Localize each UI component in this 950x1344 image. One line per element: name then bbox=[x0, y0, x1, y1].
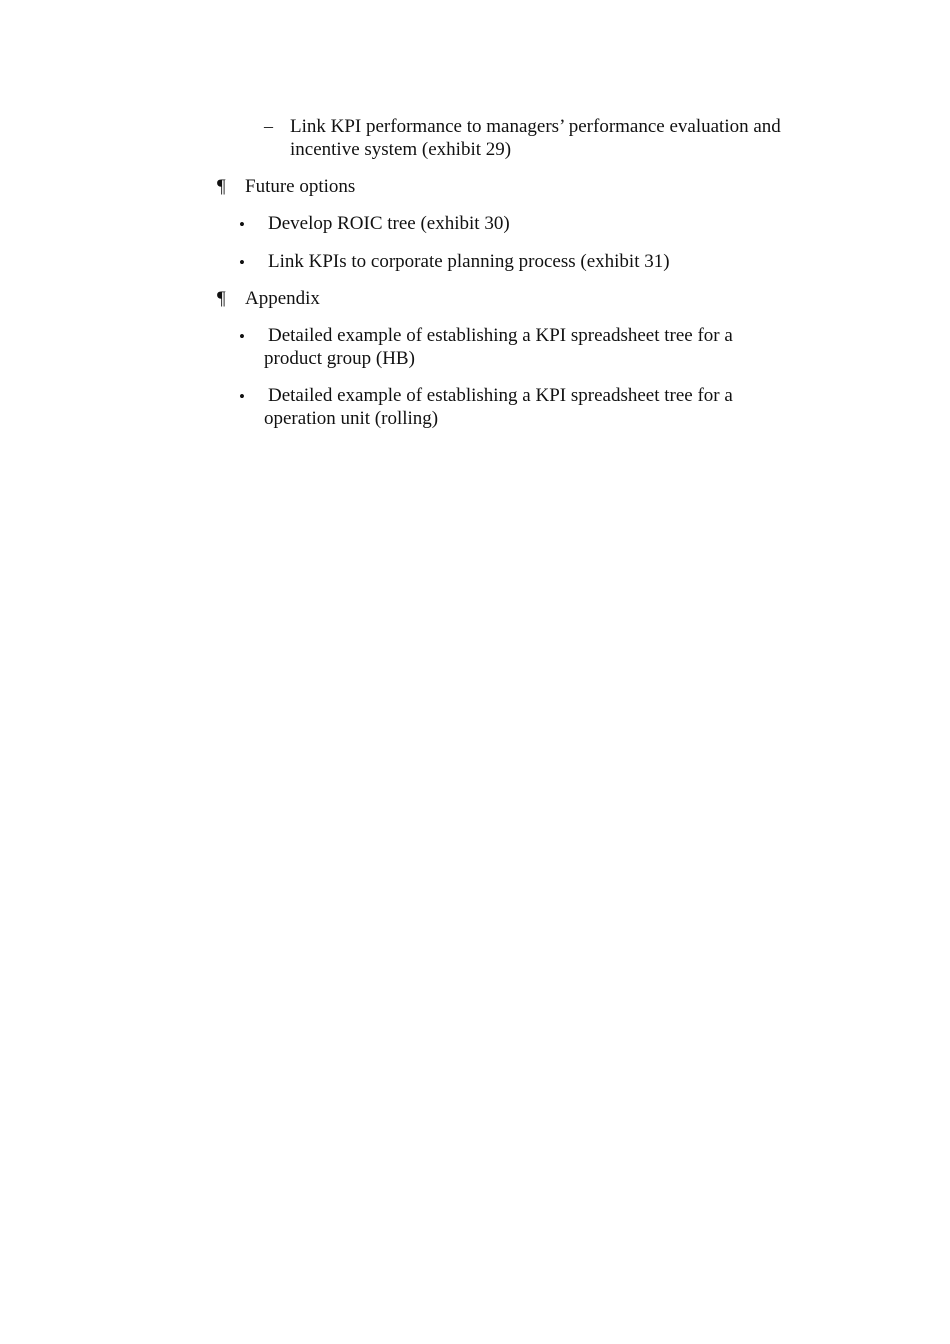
dash-item-text-line-1: Link KPI performance to managers’ performance evaluation and bbox=[290, 116, 781, 137]
bullet-item-text-line-1: Detailed example of establishing a KPI spreadsheet tree for a bbox=[268, 385, 733, 406]
bullet-item-text: Link KPIs to corporate planning process (exhibit 31) bbox=[268, 251, 670, 272]
pilcrow-marker: ¶ bbox=[217, 288, 226, 309]
bullet-item-text-line-2: operation unit (rolling) bbox=[264, 408, 439, 429]
dash-item-text-line-2: incentive system (exhibit 29) bbox=[290, 139, 512, 160]
bullet-marker: • bbox=[239, 327, 245, 346]
bullet-item-text-line-1: Detailed example of establishing a KPI spreadsheet tree for a bbox=[268, 325, 733, 346]
bullet-marker: • bbox=[239, 215, 245, 234]
dash-marker: – bbox=[264, 116, 273, 136]
pilcrow-marker: ¶ bbox=[217, 176, 226, 197]
bullet-item-text: Develop ROIC tree (exhibit 30) bbox=[268, 213, 510, 234]
bullet-item-text-line-2: product group (HB) bbox=[264, 348, 415, 369]
bullet-marker: • bbox=[239, 253, 245, 272]
bullet-marker: • bbox=[239, 387, 245, 406]
section-heading: Future options bbox=[245, 176, 356, 197]
section-heading: Appendix bbox=[245, 288, 320, 309]
